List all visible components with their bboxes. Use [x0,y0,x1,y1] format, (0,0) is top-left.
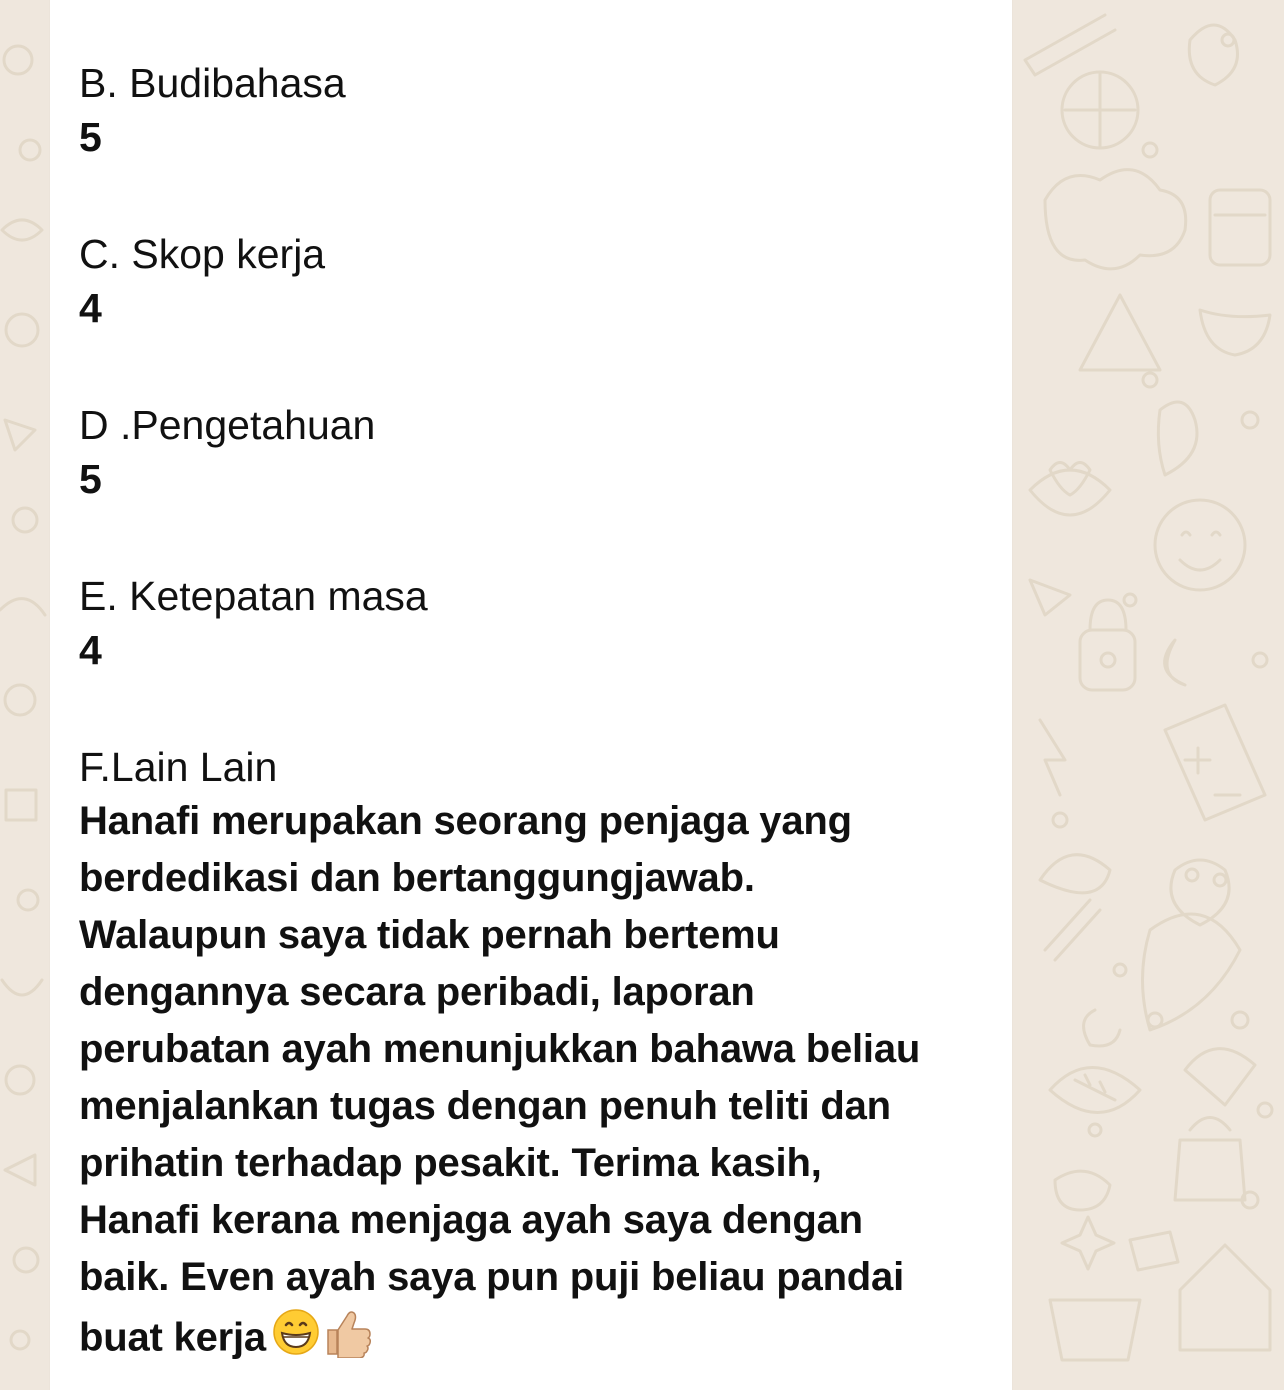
comment-last-line [79,1306,989,1374]
comment-line: Hanafi merupakan seorang penjaga yang [79,799,852,843]
rating-item-budibahasa [79,57,989,166]
rating-item-ketepatan-masa [79,570,989,679]
comment-line: berdedikasi dan bertanggungjawab. [79,856,755,900]
rating-label: D .Pengetahuan [79,402,376,448]
comment-line: prihatin terhadap pesakit. Terima kasih, [79,1141,822,1185]
rating-score: 4 [79,627,102,673]
comment-line: Hanafi kerana menjaga ayah saya dengan [79,1198,863,1242]
comment-line: baik. Even ayah saya pun puji beliau pandai [79,1255,904,1299]
rating-item-skop-kerja [79,228,989,337]
rating-label: E. Ketepatan masa [79,573,428,619]
rating-item-pengetahuan [79,399,989,508]
grinning-face-emoji [272,1308,320,1372]
comment-line: menjalankan tugas dengan penuh teliti dan [79,1084,891,1128]
rating-label: B. Budibahasa [79,60,346,106]
rating-score: 5 [79,114,102,160]
thumbs-up-emoji [322,1306,374,1374]
comment-text [79,793,989,1374]
rating-score: 5 [79,456,102,502]
comment-line: buat kerja [79,1315,266,1360]
rating-label: C. Skop kerja [79,231,326,277]
comment-line: dengannya secara peribadi, laporan [79,970,755,1014]
comment-line: Walaupun saya tidak pernah bertemu [79,913,780,957]
rating-score: 4 [79,285,102,331]
other-label: F.Lain Lain [79,744,278,790]
message-text [79,57,989,1374]
comment-line: perubatan ayah menunjukkan bahawa beliau [79,1027,921,1071]
